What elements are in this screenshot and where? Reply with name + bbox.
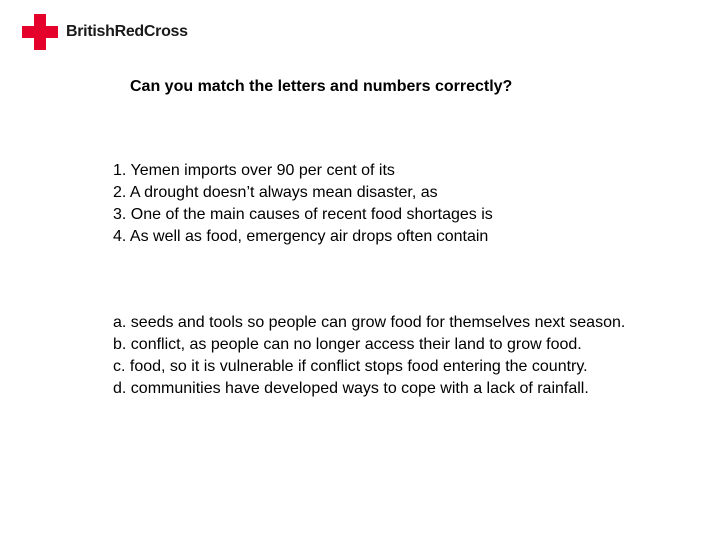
lettered-answer-c: c. food, so it is vulnerable if conflict stops food entering the country. (113, 358, 588, 375)
brand-name (66, 23, 188, 41)
numbered-statement-1: 1. Yemen imports over 90 per cent of its (113, 162, 395, 179)
numbered-statement-3: 3. One of the main causes of recent food shortages is (113, 206, 493, 223)
page-title: Can you match the letters and numbers correctly? (130, 78, 513, 95)
lettered-answers-list (113, 312, 673, 400)
numbered-statements-list (113, 160, 673, 248)
lettered-answer-a: a. seeds and tools so people can grow food for themselves next season. (113, 314, 626, 331)
lettered-answer-d: d. communities have developed ways to cope with a lack of rainfall. (113, 380, 589, 397)
cross-vertical-bar (34, 14, 46, 50)
numbered-statement-2: 2. A drought doesn’t always mean disaster, as (113, 184, 438, 201)
numbered-statement-4: 4. As well as food, emergency air drops often contain (113, 228, 489, 245)
lettered-answer-b: b. conflict, as people can no longer access their land to grow food. (113, 336, 582, 353)
british-red-cross-logo (22, 14, 188, 50)
brand-name-bold: British (66, 23, 115, 40)
brand-name-rest: RedCross (114, 23, 188, 40)
red-cross-icon (22, 14, 58, 50)
